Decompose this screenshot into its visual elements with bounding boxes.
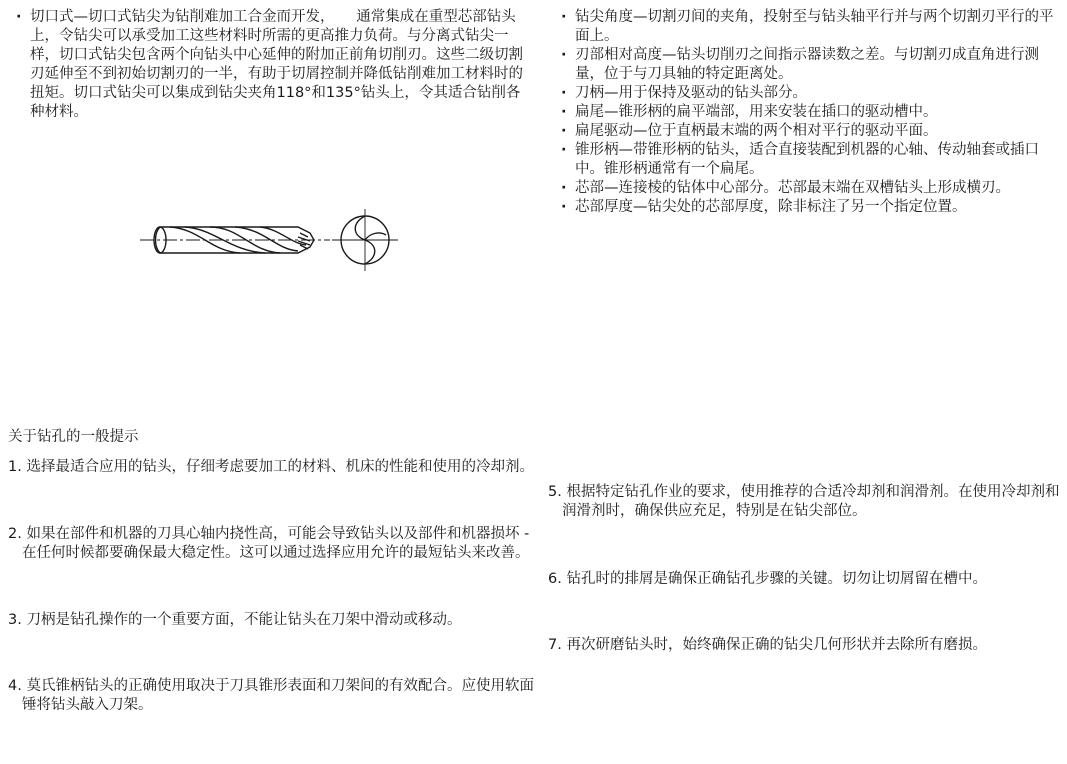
split-point-paragraph: · 切口式—切口式钻尖为钻削难加工合金而开发， 通常集成在重型芯部钻头上，令钻尖可以承受加工这些材料时所需的更高推力负荷。与分离式钻尖一样，切口式钻尖包含两个向钻头中心延伸的附加正前角切削刃。这些二级切割刃延伸至不到初始切割刃的一半，有助于切屑控制并降低钻削难加工材料时的扭矩。切口式钻尖可以集成到钻尖夹角118°和135°钻头上，令其适合钻削各种材料。 xyxy=(8,8,528,122)
term-item: · 芯部—连接棱的钻体中心部分。芯部最末端在双槽钻头上形成横刃。 xyxy=(553,179,1058,198)
tip-text: 再次研磨钻头时，始终确保正确的钻尖几何形状并去除所有磨损。 xyxy=(566,637,987,653)
tip-text: 根据特定钻孔作业的要求，使用推荐的合适冷却剂和润滑剂。在使用冷却剂和润滑剂时，确保供应充足，特别是在钻尖部位。 xyxy=(562,484,1060,519)
term-item: · 刃部相对高度—钻头切削刃之间指示器读数之差。与切割刃成直角进行测量，位于与刀具轴的特定距离处。 xyxy=(553,46,1058,84)
tip-text: 选择最适合应用的钻头，仔细考虑要加工的材料、机床的性能和使用的冷却剂。 xyxy=(26,459,534,475)
tips-title: 关于钻孔的一般提示 xyxy=(8,429,139,445)
tip-number: 6. xyxy=(548,571,562,587)
tip-item xyxy=(8,525,537,563)
term-item: · 钻尖角度—切割刃间的夹角，投射至与钻头轴平行并与两个切割刃平行的平面上。 xyxy=(553,8,1058,46)
tip-number: 3. xyxy=(8,612,22,628)
tip-item xyxy=(548,636,1067,655)
tip-number: 1. xyxy=(8,459,22,475)
term-item: · 扁尾驱动—位于直柄最末端的两个相对平行的驱动平面。 xyxy=(553,122,1058,141)
drill-illustration xyxy=(140,203,400,273)
term-item: · 刀柄—用于保持及驱动的钻头部分。 xyxy=(553,84,1058,103)
tip-text: 刀柄是钻孔操作的一个重要方面，不能让钻头在刀架中滑动或移动。 xyxy=(26,612,462,628)
drill-terms-list xyxy=(553,8,1058,217)
term-item: · 锥形柄—带锥形柄的钻头，适合直接装配到机器的心轴、传动轴套或插口中。锥形柄通常有一个扁尾。 xyxy=(553,141,1058,179)
tip-number: 7. xyxy=(548,637,562,653)
tip-number: 5. xyxy=(548,484,562,500)
tip-text: 钻孔时的排屑是确保正确钻孔步骤的关键。切勿让切屑留在槽中。 xyxy=(566,571,987,587)
tip-number: 2. xyxy=(8,526,22,542)
tip-item xyxy=(548,483,1067,521)
tip-number: 4. xyxy=(8,678,22,694)
tip-item xyxy=(548,570,1067,589)
tip-item xyxy=(8,458,537,477)
tip-item xyxy=(8,677,537,715)
split-point-description xyxy=(8,8,528,122)
term-item: · 芯部厚度—钻尖处的芯部厚度，除非标注了另一个指定位置。 xyxy=(553,198,1058,217)
tip-item xyxy=(8,611,537,630)
tip-text: 莫氏锥柄钻头的正确使用取决于刀具锥形表面和刀架间的有效配合。应使用软面锤将钻头敲入刀架。 xyxy=(22,678,534,713)
tip-text: 如果在部件和机器的刀具心轴内挠性高，可能会导致钻头以及部件和机器损坏 - 在任何时候都要确保最大稳定性。这可以通过选择应用允许的最短钻头来改善。 xyxy=(22,526,530,561)
term-item: · 扁尾—锥形柄的扁平端部，用来安装在插口的驱动槽中。 xyxy=(553,103,1058,122)
